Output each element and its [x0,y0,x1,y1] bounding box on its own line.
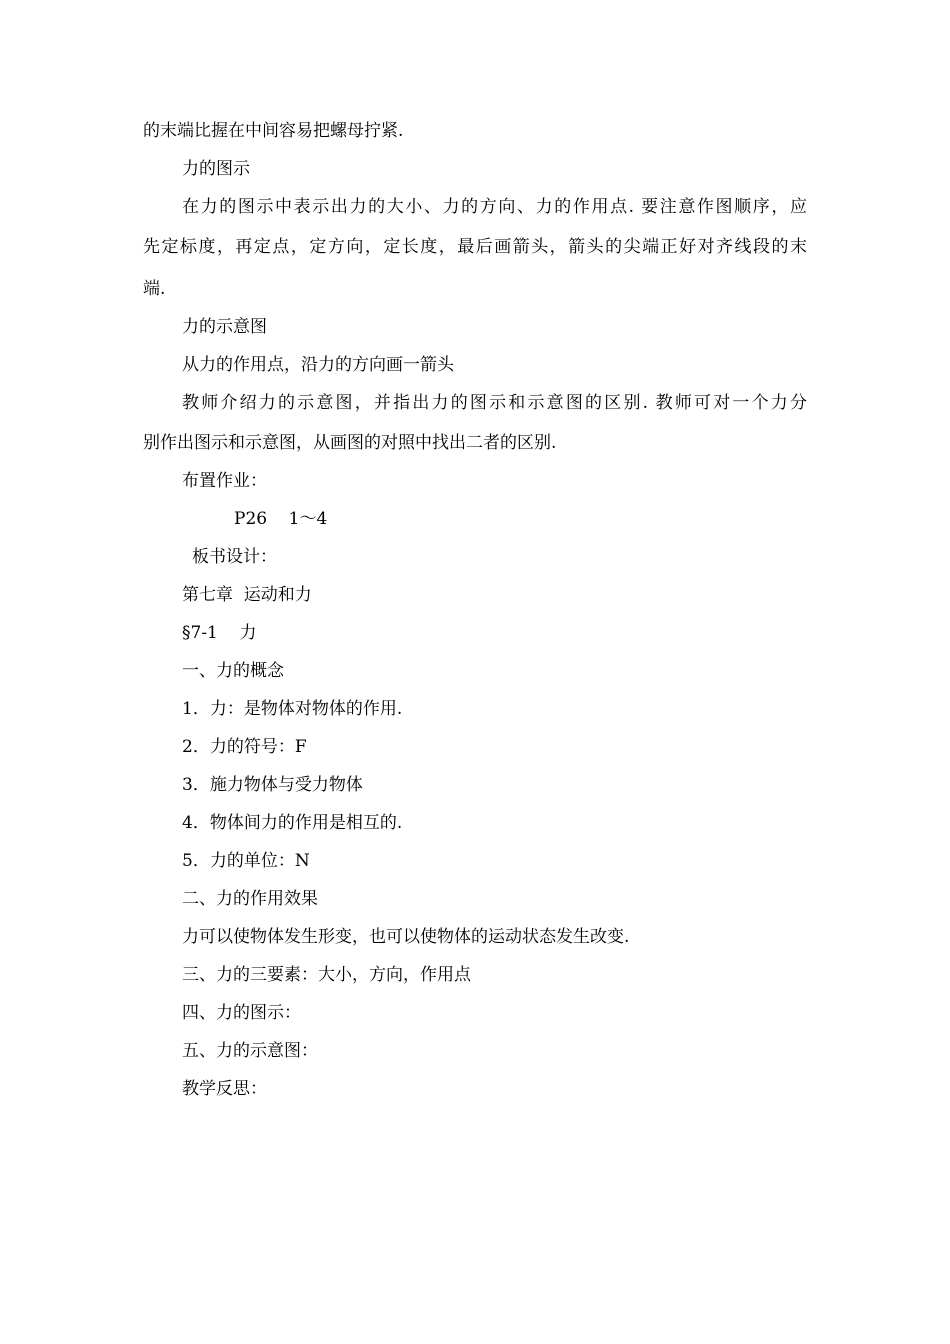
text-line: 教师介绍力的示意图，并指出力的图示和示意图的区别. 教师可对一个力分 [182,393,807,413]
text-line: 的末端比握在中间容易把螺母拧紧. [143,121,404,141]
text-line: 在力的图示中表示出力的大小、力的方向、力的作用点. 要注意作图顺序，应 [182,197,807,217]
text-line: 端. [143,279,166,299]
text-line: 布置作业： [182,471,267,491]
text-line: 先定标度，再定点，定方向，定长度，最后画箭头，箭头的尖端正好对齐线段的末 [143,237,807,257]
text-line: 从力的作用点，沿力的方向画一箭头 [182,355,454,375]
outline-item: 一、力的概念 [182,661,284,681]
outline-item: 三、力的三要素：大小，方向，作用点 [182,965,471,985]
outline-item: 4．物体间力的作用是相互的. [182,813,403,833]
outline-item: 五、力的示意图： [182,1041,318,1061]
outline-item: 二、力的作用效果 [182,889,318,909]
section-heading: 力的图示 [182,159,250,179]
chapter-title: 第七章 运动和力 [182,585,312,605]
section-title: §7-1 力 [182,623,257,643]
outline-item: 2．力的符号：F [182,737,307,757]
outline-item: 力可以使物体发生形变，也可以使物体的运动状态发生改变. [182,927,630,947]
board-design-heading: 板书设计： [192,547,277,567]
outline-item: 1．力：是物体对物体的作用. [182,699,403,719]
outline-item: 5．力的单位：N [182,851,310,871]
outline-item: 四、力的图示： [182,1003,301,1023]
section-heading: 力的示意图 [182,317,267,337]
text-line: 别作出图示和示意图，从画图的对照中找出二者的区别. [143,433,557,453]
homework-line: P26 1～4 [234,509,328,529]
reflection-heading: 教学反思： [182,1079,267,1099]
outline-item: 3．施力物体与受力物体 [182,775,363,795]
